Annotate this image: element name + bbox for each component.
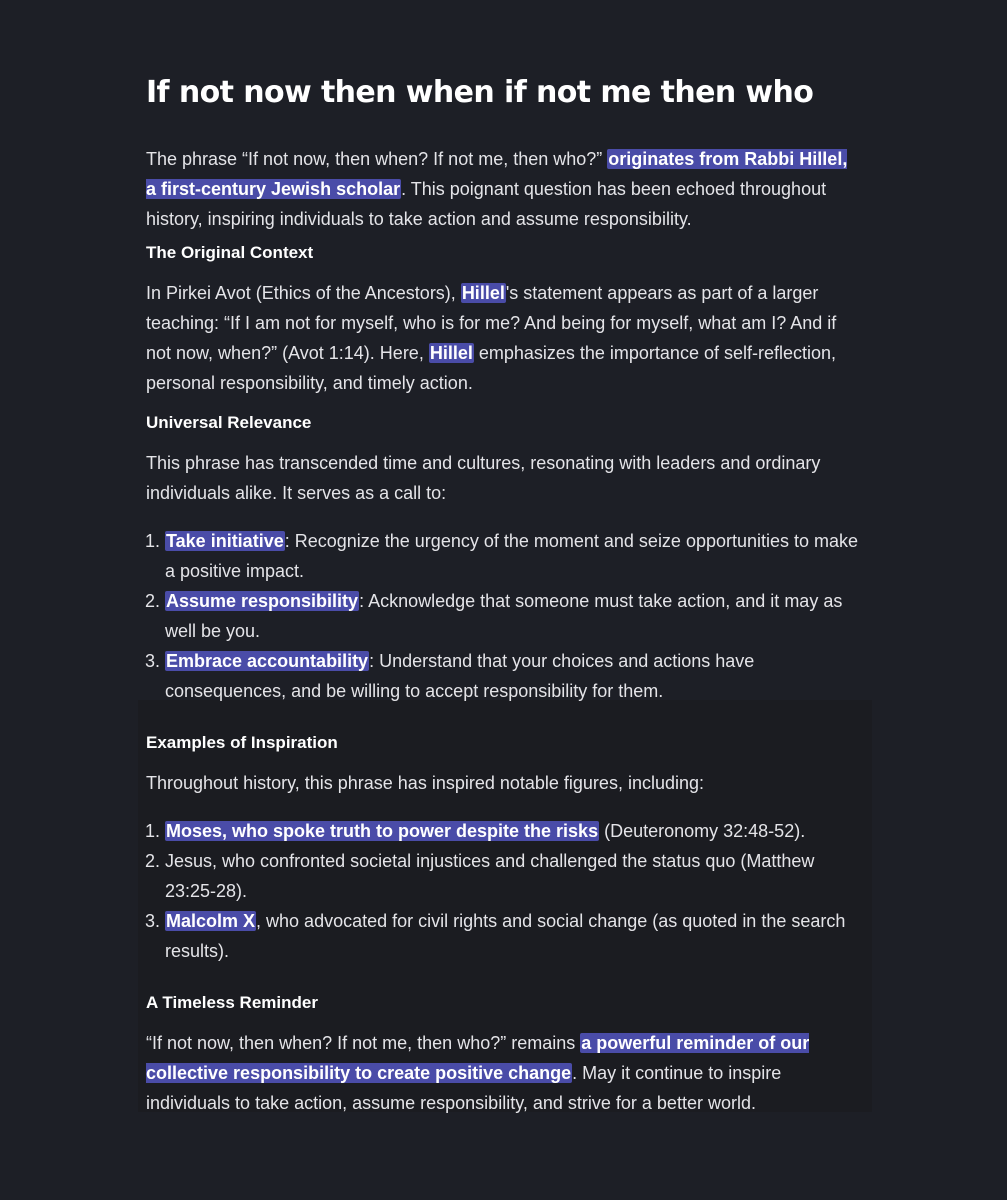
highlight-take-initiative[interactable]: Take initiative	[166, 531, 284, 551]
highlight-hillel-2[interactable]: Hillel	[429, 343, 473, 363]
list-item-text: , who advocated for civil rights and social change (as quoted in the search results).	[165, 911, 846, 961]
list-item-text: : Understand that your choices and actions have consequences, and be willing to accept responsibility for them.	[165, 651, 755, 701]
highlight-embrace-accountability[interactable]: Embrace accountability	[166, 651, 369, 671]
highlight-source[interactable]: originates from Rabbi Hillel, a first-century Jewish scholar	[146, 149, 848, 199]
context-text-2: 's statement appears as part of a larger teaching: “If I am not for myself, who is for me? And being for myself, what am I? And if not now, when?” (Avot 1:14). Here,	[146, 283, 837, 363]
highlight-malcolm-x[interactable]: Malcolm X	[166, 911, 256, 931]
relevance-paragraph: This phrase has transcended time and cultures, resonating with leaders and ordinary individuals alike. It serves as a call to:	[146, 453, 821, 503]
list-item-text: : Recognize the urgency of the moment and seize opportunities to make a positive impact.	[165, 531, 859, 581]
list-item-text: Jesus, who confronted societal injustices and challenged the status quo (Matthew 23:25-28).	[165, 851, 815, 901]
highlight-moses[interactable]: Moses, who spoke truth to power despite the risks	[166, 821, 599, 841]
examples-paragraph: Throughout history, this phrase has inspired notable figures, including:	[146, 773, 704, 793]
page-title: If not now then when if not me then who	[146, 75, 814, 110]
list-item	[165, 646, 862, 706]
context-text-3: emphasizes the importance of self-reflection, personal responsibility, and timely action.	[146, 343, 837, 393]
examples-list	[146, 816, 862, 966]
intro-text-1: The phrase “If not now, then when? If not me, then who?”	[146, 149, 608, 169]
highlight-assume-responsibility[interactable]: Assume responsibility	[166, 591, 359, 611]
list-item	[165, 906, 862, 966]
section-heading-universal-relevance: Universal Relevance	[146, 413, 312, 432]
section-heading-timeless-reminder: A Timeless Reminder	[146, 993, 318, 1012]
list-item	[165, 816, 862, 846]
intro-text-2: . This poignant question has been echoed throughout history, inspiring individuals to take action and assume responsibility.	[146, 179, 827, 229]
list-item-text: (Deuteronomy 32:48-52).	[599, 821, 806, 841]
section-heading-examples: Examples of Inspiration	[146, 733, 338, 752]
relevance-list	[146, 526, 862, 706]
context-text-1: In Pirkei Avot (Ethics of the Ancestors),	[146, 283, 461, 303]
list-item	[165, 526, 862, 586]
context-paragraph	[146, 278, 862, 398]
section-heading-original-context: The Original Context	[146, 243, 314, 262]
list-item	[165, 846, 862, 906]
list-item	[165, 586, 862, 646]
reminder-text-1: “If not now, then when? If not me, then who?” remains	[146, 1033, 581, 1053]
answer-article	[146, 72, 862, 1128]
highlight-hillel-1[interactable]: Hillel	[461, 283, 505, 303]
reminder-paragraph	[146, 1028, 862, 1118]
intro-paragraph	[146, 144, 862, 234]
highlight-powerful-reminder[interactable]: a powerful reminder of our collective responsibility to create positive change	[146, 1033, 810, 1083]
reminder-text-2: . May it continue to inspire individuals to take action, assume responsibility, and strive for a better world.	[146, 1063, 782, 1113]
list-item-text: : Acknowledge that someone must take action, and it may as well be you.	[165, 591, 843, 641]
